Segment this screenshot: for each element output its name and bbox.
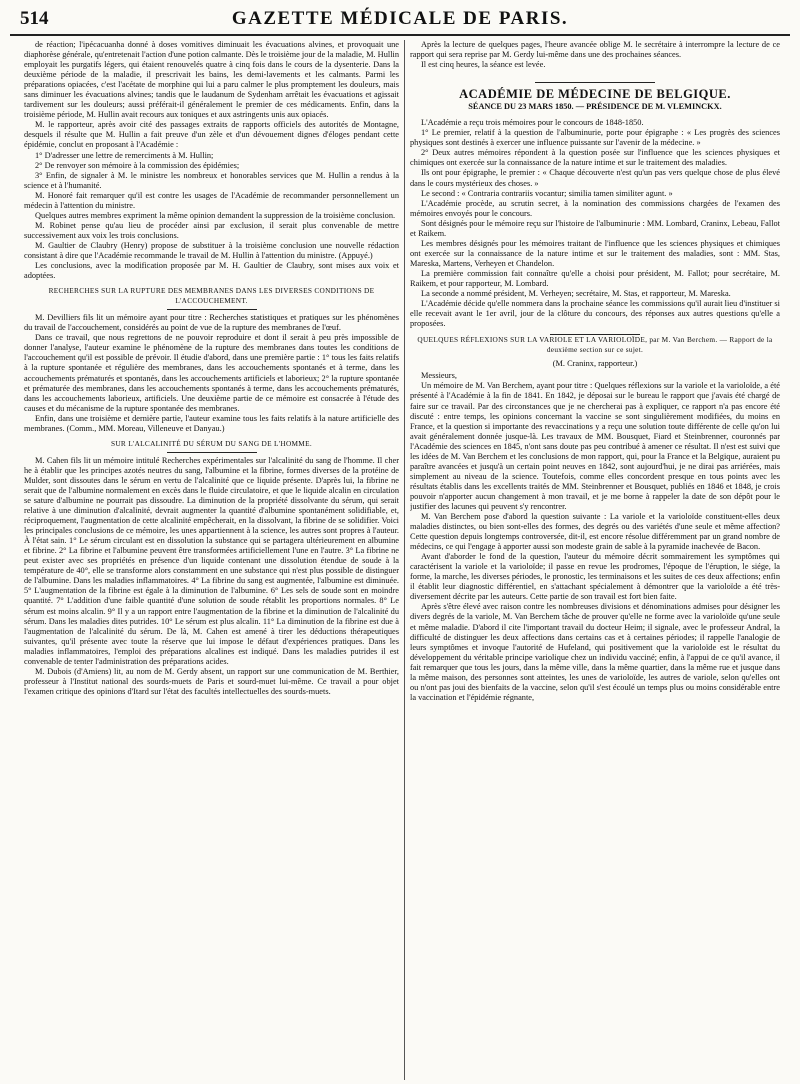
section-heading xyxy=(24,439,399,453)
section-heading-text: RECHERCHES SUR LA RUPTURE DES MEMBRANES DANS LES DIVERSES CONDITIONS DE L'ACCOUCHEMENT. xyxy=(48,286,375,306)
paragraph: M. Gaultier de Claubry (Henry) propose de substituer à la troisième conclusion une nouvelle rédaction consistant à dire que l'Académie recommande le travail de M. Hullin à l'attention du ministre. (Appuyé.) xyxy=(24,240,399,260)
paragraph: M. le rapporteur, après avoir cité des passages extraits de rapports officiels des autorités de Montagne, desquels il résulte que M. Hullin a fait preuve d'un zèle et d'un dévouement dignes d'éloges pendant cette épidémie, conclut en proposant à l'Académie : xyxy=(24,120,399,150)
paragraph: M. Dubois (d'Amiens) lit, au nom de M. Gerdy absent, un rapport sur une communication de M. Berthier, professeur à l'Institut national des sourds-muets de Paris et sourd-muet lui-même. Ce travail a pour objet l'examen critique des opinions d'Itard sur l'état des facultés intellectuelles des sourds-muets. xyxy=(24,666,399,696)
paragraph: M. Cahen fils lit un mémoire intitulé Recherches expérimentales sur l'alcalinité du sang de l'homme. Il cher he à établir que les principes azotés neutres du sang, l'albumine et la fibrine, formes diverses de la protéine de Mulder, sont dissoutes dans le sérum en vertu de l'alcalinité que ce liquide présente. D'après lui, la fibrine ne serait que de l'albumine normalement en excès dans le fluide circulatoire, et que le liquide alcalin en circulation se sature d'albumine ne pourrait pas dissoudre. La diminution de la propriété dissolvante du sérum, qui serait relative à une diminution d'alcalinité, devrait augmenter la quantité d'albumine spontanément solidifiable, et, réciproquement, l'augmentation de cette alcalinité empêcherait, en la dissolvant, la fibrine de se solidifier. Voici les principales conclusions de ce mémoire, les unes appartiennent à la science, les autres sont propres à l'auteur. À l'état sain. 1° Le sérum circulant est en dissolution la substance qui se partagera ultérieurement en albumine et fibrine. 2° La fibrine et l'albumine peuvent être transformées artificiellement l'une en l'autre. 3° La fibrine ne peut exister avec ses propriétés en présence d'un liquide contenant une dissolution étendue de soude à la température de 40°, elle se transforme alors constamment en une substance qui n'est plus possible de distinguer de l'albumine. Dans les maladies inflammatoires. 4° La fibrine du sang est augmentée, l'albumine est diminuée. 5° L'augmentation de la fibrine est égale à la diminution de l'albumine. 6° Les sels de soude sont en moindre quantité. 7° L'addition d'une faible quantité d'une solution de soude rétablit les proportions normales. 8° Le sérum est moins alcalin. 9° Il y a un rapport entre l'augmentation de la fibrine et la diminution de l'alcalinité du sérum. Dans les maladies dites putrides. 10° Le sérum est plus alcalin. 11° La diminution de la fibrine est due à l'augmentation de l'alcalinité du sérum. De là, M. Cahen est amené à tirer les déductions thérapeutiques suivantes, qu'il présente avec toute la réserve que lui impose le défaut d'expériences pratiques. Dans les maladies inflammatoires, l'emploi des préparations alcalines est indiqué. Dans les maladies putrides il est convenable de tenter l'administration des préparations acides. xyxy=(24,455,399,666)
paragraph: de réaction; l'ipécacuanha donné à doses vomitives diminuait les évacuations alvines, et provoquait une diaphorèse générale, qu'entretenait l'action d'une potion calmante. Dès le troisième jour de la maladie, M. Hullin employait les purgatifs légers, qui étaient renouvelés quatre à cinq fois dans le cours de la dysenterie. Dans la deuxième période de la maladie, il prescrivait les bains, les demi-lavements et les calmants. Parmi les préparations opiacées, c'est l'acétate de morphine qui lui a paru calmer le plus promptement les douleurs, mais sans diminuer les évacuations alvines; tandis que le laudanum de Sydenham arrêtait les évacuations et agissait tardivement sur les douleurs; aussi préférait-il généralement le premier de ces médicaments. Enfin, dans la troisième période, M. Hullin avait recours aux toniques et aux astringents unis aux opiacés. xyxy=(24,40,399,120)
left-column xyxy=(24,40,399,1080)
paragraph: Quelques autres membres expriment la même opinion demandent la suppression de la troisième conclusion. xyxy=(35,210,396,220)
seance-line: SÉANCE DU 23 MARS 1850. — PRÉSIDENCE DE M. VLEMINCKX. xyxy=(468,102,722,112)
salutation: Messieurs, xyxy=(421,371,457,381)
paragraph: Après la lecture de quelques pages, l'heure avancée oblige M. le secrétaire à interrompre la lecture de ce rapport qui sera reprise par M. Gerdy lui-même dans une des prochaines séances. xyxy=(410,40,780,60)
paragraph: Les membres désignés pour les mémoires traitant de l'influence que les sciences physiques et chimiques ont exercée sur la connaissance de la nature intime et sur le traitement des maladies, sont : MM. Stas, Mareska, Martens, Verheyen et Chandelon. xyxy=(410,238,780,268)
page-header xyxy=(10,4,790,36)
section-rule xyxy=(167,452,257,453)
paragraph: Le second : « Contraria contrariis vocantur; similia tamen similiter agunt. » xyxy=(421,188,673,198)
paragraph: L'Académie a reçu trois mémoires pour le concours de 1848-1850. xyxy=(421,118,644,128)
academy-heading xyxy=(410,82,780,102)
paragraph: Sont désignés pour le mémoire reçu sur l'histoire de l'albuminurie : MM. Lombard, Craninx, Lebeau, Fallot et Raikem. xyxy=(410,218,780,238)
right-column xyxy=(410,40,780,1080)
paragraph: La seconde a nommé président, M. Verheyen; secrétaire, M. Stas, et rapporteur, M. Mareska. xyxy=(421,289,731,299)
paragraph: 2° De renvoyer son mémoire à la commission des épidémies; xyxy=(35,160,240,170)
paragraph: Les conclusions, avec la modification proposée par M. H. Gaultier de Claubry, sont mises aux voix et adoptées. xyxy=(24,261,399,281)
paragraph: L'Académie décide qu'elle nommera dans la prochaine séance les commissions qu'il aurait lieu d'instituer si elle recevait avant le 1er avril, jour de la clôture du concours, des réponses aux autres questions qu'elle a proposées. xyxy=(410,299,780,329)
paragraph: Dans ce travail, que nous regrettons de ne pouvoir reproduire et dont il serait à peu près impossible de donner l'analyse, l'auteur examine le phénomène de la rupture des membranes dans toutes les conditions de l'accouchement qu'il est possible de prévoir. Il étudie d'abord, dans une première partie : 1° tous les faits relatifs à la rupture spontanée et régulière des membranes, dans les accouchements spontanés et à terme, dans les accouchements prématurés et spontanés, dans les accouchements artificiels et laborieux; 2° la rupture spontanée et prématurée des membranes, dans les accouchements spontanés à terme, dans les accouchements prématurés, dans les accouchements laborieux, artificiels. Une deuxième partie de ce mémoire est consacrée à l'étude des causes et du mécanisme de la rupture spontanée des membranes. xyxy=(24,333,399,413)
section-heading-text: SUR L'ALCALINITÉ DU SÉRUM DU SANG DE L'HOMME. xyxy=(111,438,312,448)
journal-title: GAZETTE MÉDICALE DE PARIS. xyxy=(231,8,569,29)
paragraph: Un mémoire de M. Van Berchem, ayant pour titre : Quelques réflexions sur la variole et la varioloïde, a été présenté à l'Académie à la fin de 1841. En 1842, je déposai sur le bureau le rapport que j'avais été chargé de faire sur ce travail. Par des circonstances que je ne chercherai pas à expliquer, ce rapport n'a pas encore été discuté : entre temps, les opinions concernant la vaccine se sont singulièrement modifiées, du moins en France, et la question si importante des revaccinations y a reçu une solution toute différente de celle qu'on lui avait généralement donnée jusque-là. Les travaux de MM. Bousquet, Fiard et Steinbrenner, couronnés par l'Académie des sciences en 1845, n'ont sans doute pas peu contribué à amener ce résultat. Il n'est est suivi que les idées de M. Van Berchem et les conclusions de mon rapport, qui, pour la France et la Belgique, auraient pu paraître avancées et jusqu'à un certain point neuves en 1842, sont aujourd'hui, je ne dirai pas arriérées, mais simplement au niveau de la science. Toutefois, comme elles concordent presque en tous points avec les résultats établis dans les excellents traités de MM. Steinbrenner et Bousquet, publiés en 1846 et 1848, je crois pouvoir n'apporter aucun changement à mon travail, et je me borne à rappeler la date de son dépôt pour le justifier des lacunes qui peuvent s'y rencontrer. xyxy=(410,381,780,511)
paragraph: M. Devilliers fils lit un mémoire ayant pour titre : Recherches statistiques et pratiques sur les phénomènes du travail de l'accouchement, considérés au point de vue de la rupture des membranes de l'œuf. xyxy=(24,313,399,333)
page-number: 514 xyxy=(20,8,49,29)
section-rule xyxy=(167,309,257,310)
section-heading-text: QUELQUES RÉFLEXIONS SUR LA VARIOLE ET LA VARIOLOÏDE, par M. Van Berchem. — Rapport de la deuxième section sur ce sujet. xyxy=(417,335,773,355)
paragraph: 2° Deux autres mémoires répondent à la question posée sur l'influence que les sciences physiques et chimiques ont exercée sur la connaissance de la nature intime et sur le traitement des maladies. xyxy=(410,148,780,168)
paragraph: 3° Enfin, de signaler à M. le ministre les nombreux et honorables services que M. Hullin a rendus à la science et à l'humanité. xyxy=(24,170,399,190)
paragraph: M. Van Berchem pose d'abord la question suivante : La variole et la varioloïde constituent-elles deux maladies distinctes, ou bien sont-elles des formes, des degrés ou des variétés d'une seule et même affection? Cette question depuis longtemps controversée, dit-il, est encore résolue différemment par un grand nombre de médecins, ce qui l'engage à apporter aussi son modeste grain de sable à la pyramide inachevée de Bacon. xyxy=(410,512,780,552)
paragraph: M. Robinet pense qu'au lieu de procéder ainsi par exclusion, il serait plus convenable de mettre successivement aux voix les trois conclusions. xyxy=(24,220,399,240)
paragraph: L'Académie procède, au scrutin secret, à la nomination des commissions chargées de l'examen des mémoires envoyés pour le concours. xyxy=(410,198,780,218)
heading-rule xyxy=(535,82,655,83)
paragraph: M. Honoré fait remarquer qu'il est contre les usages de l'Académie de recommander personnellement un médecin à l'attention du ministre. xyxy=(24,190,399,210)
section-heading xyxy=(24,286,399,310)
column-divider xyxy=(404,40,405,1080)
paragraph: Avant d'aborder le fond de la question, l'auteur du mémoire décrit sommairement les symptômes qui caractérisent la variole et la varioloïde; il passe en revue les prodromes, l'époque de l'éruption, le siége, la forme, la marche, les diverses périodes, le pronostic, les terminaisons et les suites de ces deux affections; enfin il établit leur diagnostic différentiel, en s'attachant spécialement à démontrer que la varioloïde a été très-diversement décrite par les auteurs. Cette partie de son travail est fort bien faite. xyxy=(410,552,780,602)
paragraph: 1° D'adresser une lettre de remerciments à M. Hullin; xyxy=(35,150,214,160)
paragraph: Enfin, dans une troisième et dernière partie, l'auteur examine tous les faits relatifs à la nature artificielle des membranes. (Comm., MM. Moreau, Villeneuve et Danyau.) xyxy=(24,413,399,433)
academy-title: ACADÉMIE DE MÉDECINE DE BELGIQUE. xyxy=(459,87,731,102)
paragraph: Après s'être élevé avec raison contre les nombreuses divisions et dénominations admises pour désigner les divers degrés de la variole, M. Van Berchem tâche de prouver qu'elle ne forme avec la varioloïde qu'une seule et même maladie. D'abord il cite l'important travail du docteur Heim; il signale, avec le professeur Andral, la difficulté de distinguer les deux affections dans certains cas et à certaines périodes; il rappelle l'analogie de leurs symptômes et invoque l'autorité de Hufeland, qui positivement que la varioloïde est le résultat du développement du véritable principe variolique chez un individu vacciné; enfin, à l'appui de ce qu'il avance, il fait remarquer que tous les jours, dans la même ville, dans la même quartier, dans la même rue et jusque dans la même maison, des personnes sont atteintes, les unes de varioloïde, les autres de variole, selon qu'elles ont ou n'ont pas joui des bienfaits de la vaccine, selon qu'il s'est écoulé un temps plus ou moins considérable entre la vaccination et l'épidémie régnante, xyxy=(410,602,780,702)
rapporteur-line: (M. Craninx, rapporteur.) xyxy=(552,359,638,369)
paragraph: La première commission fait connaître qu'elle a choisi pour président, M. Fallot; pour secrétaire, M. Raikem, et pour rapporteur, M. Lombard. xyxy=(410,268,780,288)
section-heading xyxy=(410,334,780,355)
paragraph: 1° Le premier, relatif à la question de l'albuminurie, porte pour épigraphe : « Les progrès des sciences physiques sont destinés à exercer une influence puissante sur l'avenir de la médecine. » xyxy=(410,128,780,148)
paragraph: Ils ont pour épigraphe, le premier : « Chaque découverte n'est qu'un pas vers quelque chose de plus élevé dans le cours mystérieux des choses. » xyxy=(410,168,780,188)
paragraph: Il est cinq heures, la séance est levée. xyxy=(421,60,546,70)
